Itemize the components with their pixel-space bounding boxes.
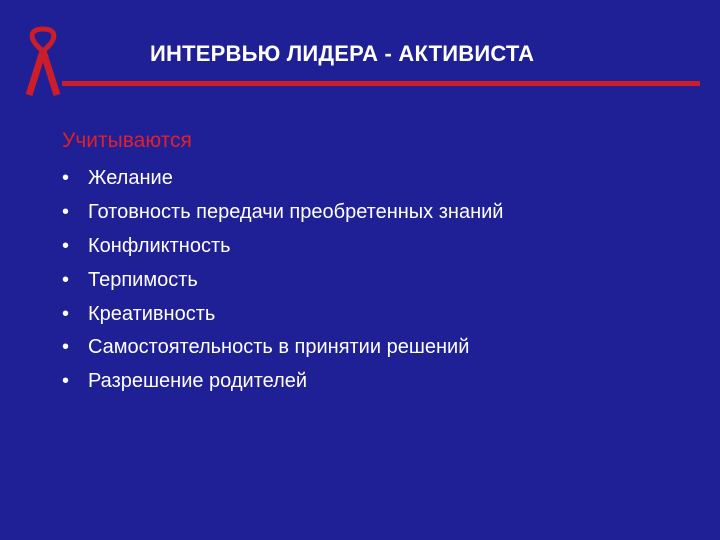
bullet-text: Терпимость: [88, 268, 198, 291]
bullet-marker: •: [62, 167, 70, 190]
bullet-item: [62, 297, 503, 331]
bullet-item: [62, 230, 503, 264]
bullet-item: [62, 365, 503, 399]
awareness-ribbon-icon: [24, 26, 62, 98]
bullet-text: Готовность передачи преобретенных знаний: [88, 201, 504, 224]
bullet-marker: •: [62, 302, 70, 325]
bullet-marker: •: [62, 234, 70, 257]
bullet-text: Креативность: [88, 302, 216, 325]
bullet-marker: •: [62, 370, 70, 393]
bullet-marker: •: [62, 268, 70, 291]
section-heading: Учитываются: [62, 129, 192, 152]
bullet-item: [62, 331, 503, 365]
bullet-text: Самостоятельность в принятии решений: [88, 336, 470, 359]
bullet-item: [62, 196, 503, 230]
title-underline: [62, 81, 700, 86]
bullet-list: [62, 162, 503, 399]
bullet-text: Желание: [88, 167, 173, 190]
bullet-item: [62, 162, 503, 196]
slide-title: ИНТЕРВЬЮ ЛИДЕРА - АКТИВИСТА: [150, 41, 535, 66]
bullet-marker: •: [62, 336, 70, 359]
bullet-item: [62, 263, 503, 297]
bullet-text: Конфликтность: [88, 234, 231, 257]
bullet-marker: •: [62, 201, 70, 224]
bullet-text: Разрешение родителей: [88, 370, 308, 393]
